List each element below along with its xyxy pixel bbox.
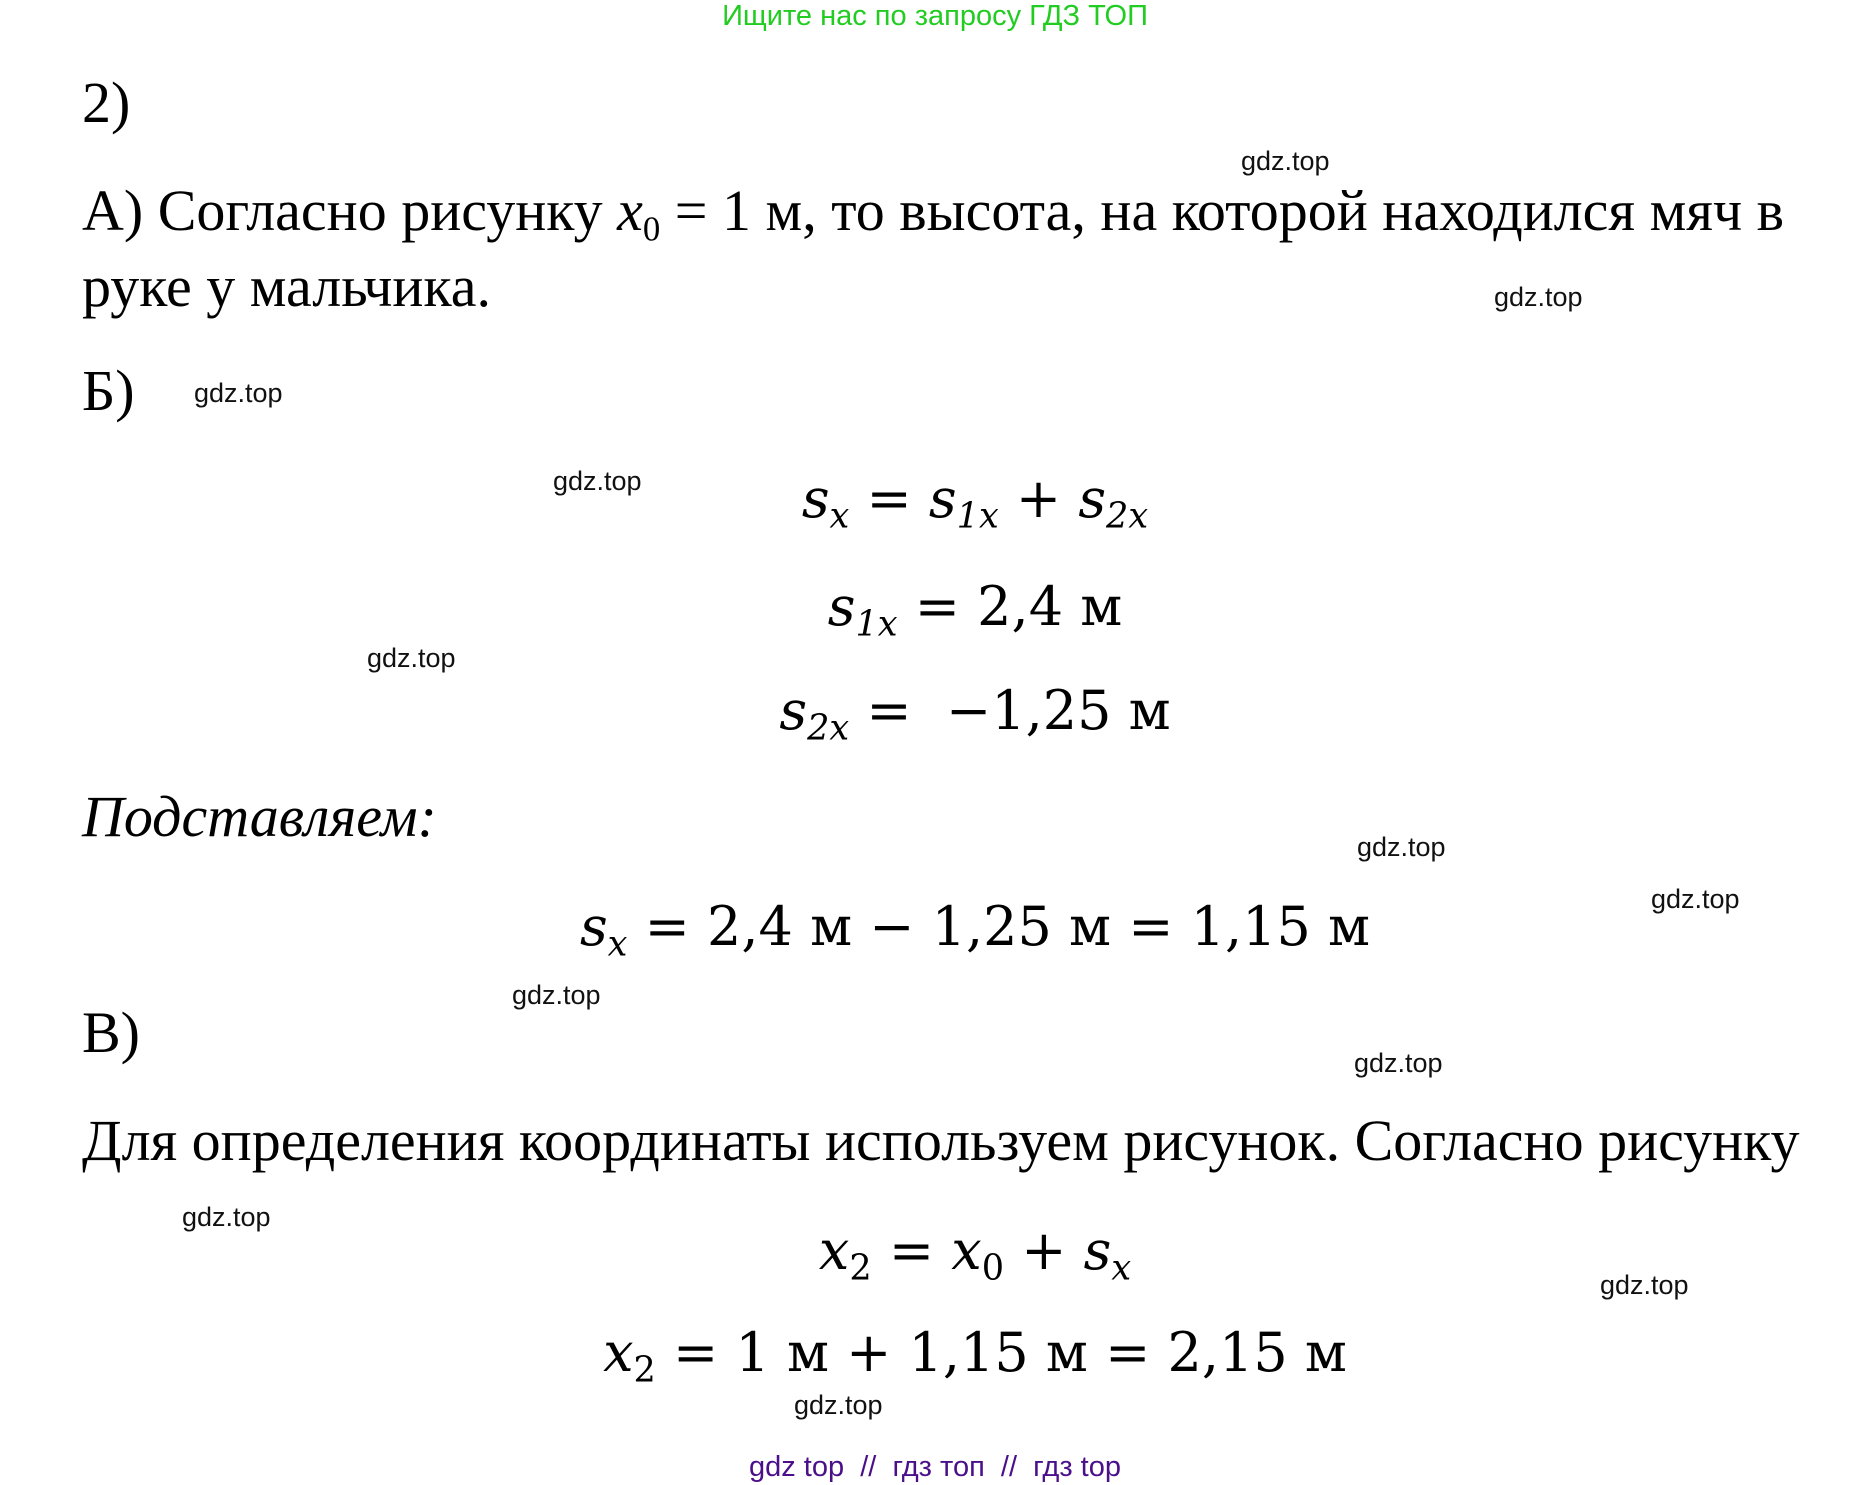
sub: 2 <box>849 1247 872 1289</box>
part-a-eq: = 1 м <box>674 178 803 243</box>
watermark: gdz.top <box>1494 282 1583 312</box>
sub: x <box>829 495 850 537</box>
value: = 2,4 м − 1,25 м = 1,15 м <box>627 895 1371 958</box>
watermark: gdz.top <box>1600 1270 1689 1300</box>
sub: 2x <box>1106 495 1149 537</box>
watermark: gdz.top <box>1241 146 1330 176</box>
value: = 2,4 м <box>897 575 1123 638</box>
equation-sx-sum <box>0 467 1870 537</box>
sub: x <box>607 923 628 965</box>
sub: 1x <box>855 603 898 645</box>
part-c-label: В) <box>82 1000 140 1065</box>
watermark: gdz.top <box>194 378 283 408</box>
sym: s <box>827 575 856 638</box>
part-c-text: Для определения координаты используем рисунок. Согласно рисунку <box>82 1108 1800 1173</box>
value: = 1 м + 1,15 м = 2,15 м <box>655 1321 1347 1384</box>
part-a-line2: руке у мальчика. <box>82 254 492 319</box>
sub: 2 <box>633 1349 656 1391</box>
part-b-label: Б) <box>82 358 135 423</box>
sym: x <box>603 1321 634 1384</box>
part-a-text: Согласно рисунку <box>157 178 603 243</box>
value: = −1,25 м <box>849 679 1171 742</box>
sub: 1x <box>956 495 999 537</box>
sym: s <box>801 467 830 530</box>
watermark: gdz.top <box>1651 884 1740 914</box>
task-number: 2) <box>82 70 131 135</box>
part-a-text-after: , то высота, на которой находился мяч в <box>802 178 1785 243</box>
sub: x <box>1111 1247 1132 1289</box>
watermark: gdz.top <box>512 980 601 1010</box>
sym: s <box>779 679 808 742</box>
watermark: gdz.top <box>367 643 456 673</box>
promo-banner: Ищите нас по запросу ГДЗ ТОП <box>722 0 1148 32</box>
var-x: x <box>617 178 643 243</box>
equation-s1x <box>0 575 1870 645</box>
sub: 2x <box>807 707 850 749</box>
sym: = x <box>871 1219 982 1282</box>
sym: x <box>818 1219 850 1282</box>
watermark: gdz.top <box>794 1390 883 1420</box>
watermark: gdz.top <box>553 466 642 496</box>
sub: 0 <box>981 1247 1005 1289</box>
watermark: gdz.top <box>1354 1048 1443 1078</box>
equation-s2x <box>0 679 1870 749</box>
footer-links: gdz top // гдз топ // гдз top <box>748 1451 1121 1483</box>
var-sub: 0 <box>642 209 661 249</box>
sym: + s <box>1004 1219 1112 1282</box>
sym: + s <box>998 467 1107 530</box>
sym: s <box>579 895 608 958</box>
substitute-label: Подставляем: <box>82 784 437 849</box>
part-a-line1 <box>82 178 1785 249</box>
part-a-label: А) <box>82 178 144 243</box>
sym: = s <box>866 467 957 530</box>
watermark: gdz.top <box>1357 832 1446 862</box>
watermark: gdz.top <box>182 1202 271 1232</box>
equation-x2-result <box>0 1321 1870 1391</box>
